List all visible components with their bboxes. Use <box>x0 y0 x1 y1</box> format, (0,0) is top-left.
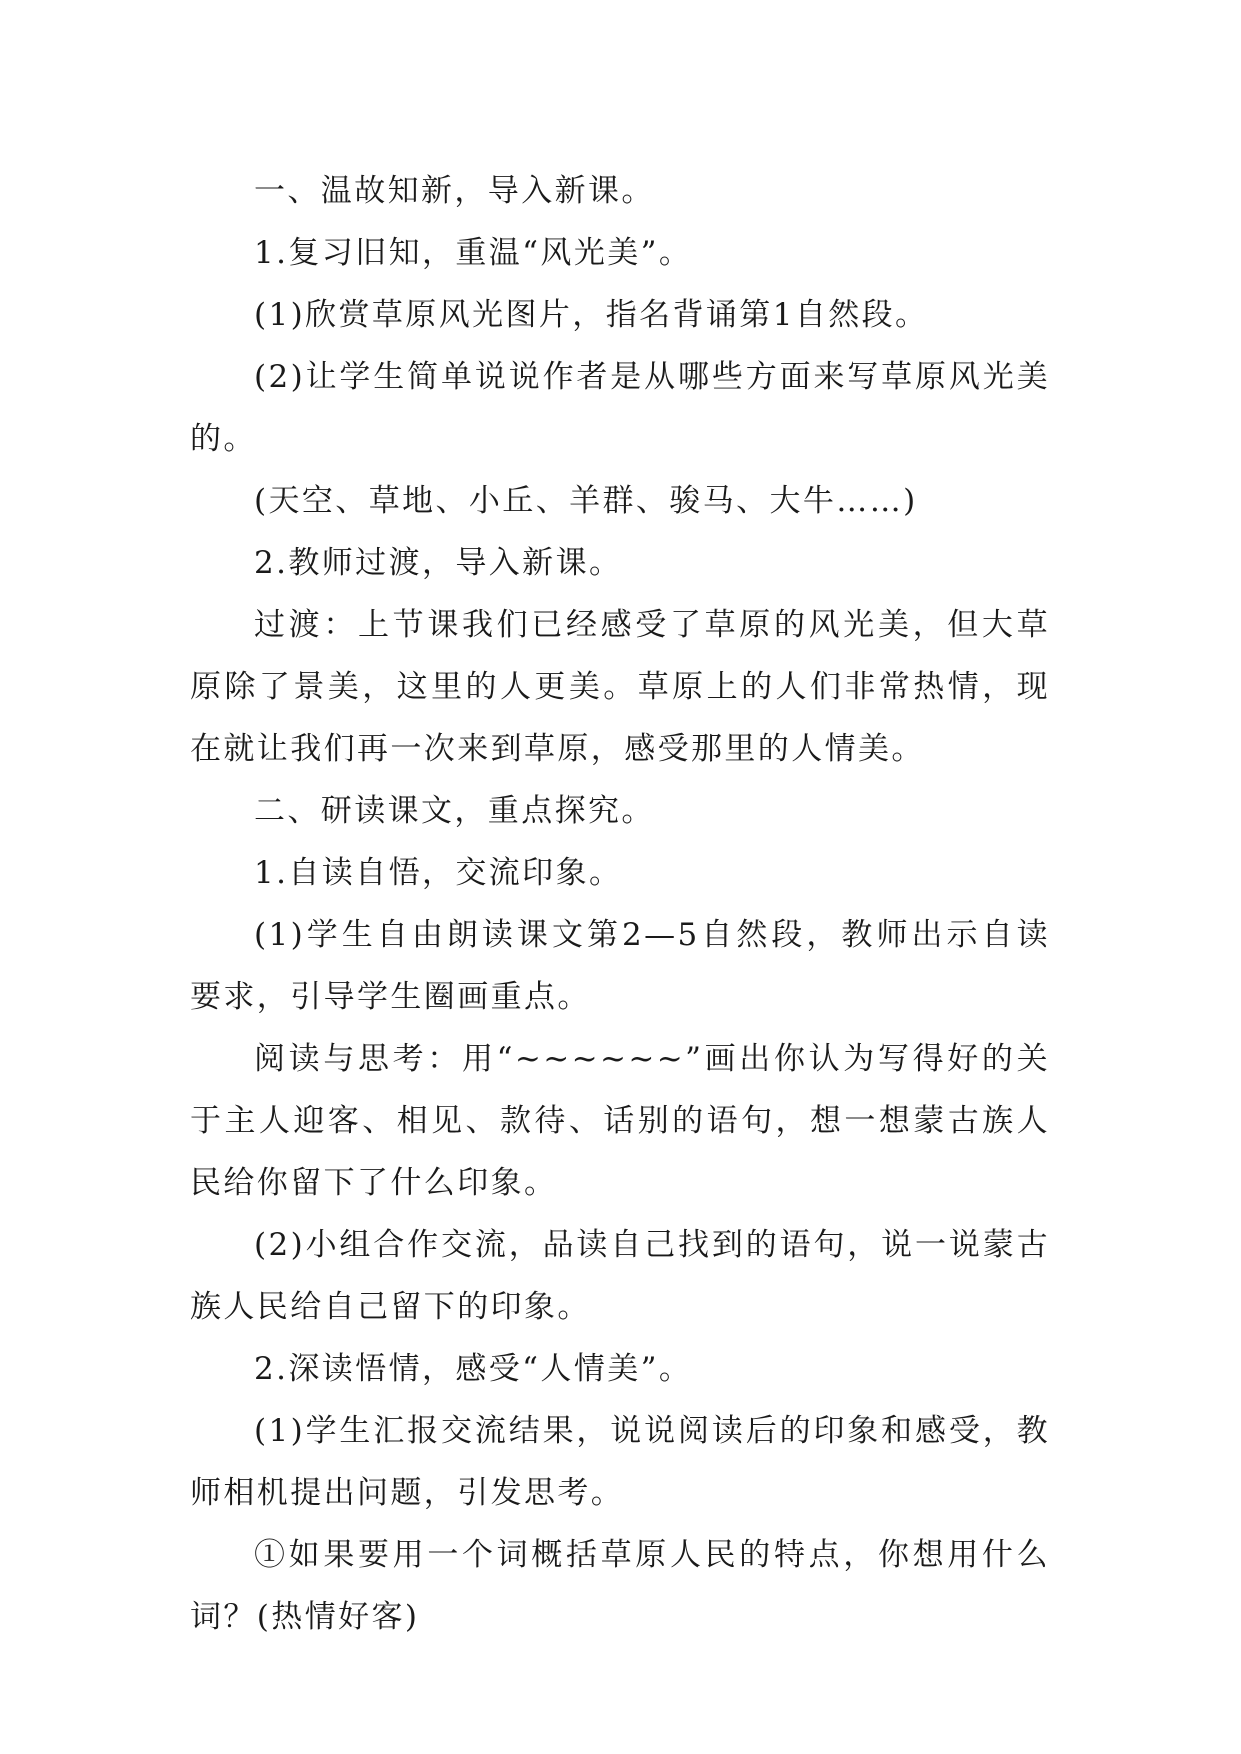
transition-text: 过渡：上节课我们已经感受了草原的风光美，但大草原除了景美，这里的人更美。草原上的人们非常热情，现在就让我们再一次来到草原，感受那里的人情美。 <box>190 607 1050 767</box>
aspects-list: (天空、草地、小丘、羊群、骏马、大牛……) <box>254 483 918 519</box>
substep-report-results: (1)学生汇报交流结果，说说阅读后的印象和感受，教师相机提出问题，引发思考。 <box>190 1413 1050 1511</box>
question-summary-word: ①如果要用一个词概括草原人民的特点，你想用什么词？(热情好客) <box>190 1537 1050 1635</box>
document-body <box>190 160 1050 1648</box>
substep-appreciate-pictures: (1)欣赏草原风光图片，指名背诵第1自然段。 <box>254 297 929 333</box>
step-teacher-transition: 2.教师过渡，导入新课。 <box>254 545 623 581</box>
section-heading-review: 一、温故知新，导入新课。 <box>254 173 655 209</box>
step-self-reading: 1.自读自悟，交流印象。 <box>254 855 623 891</box>
substep-free-reading: (1)学生自由朗读课文第2—5自然段，教师出示自读要求，引导学生圈画重点。 <box>190 917 1050 1015</box>
step-review-scenery: 1.复习旧知，重温“风光美”。 <box>254 235 693 271</box>
reading-task: 阅读与思考：用“~~~~~~”画出你认为写得好的关于主人迎客、相见、款待、话别的语句，想一想蒙古族人民给你留下了什么印象。 <box>190 1041 1050 1201</box>
section-heading-study: 二、研读课文，重点探究。 <box>254 793 655 829</box>
substep-discuss-aspects: (2)让学生简单说说作者是从哪些方面来写草原风光美的。 <box>190 359 1050 457</box>
substep-group-discussion: (2)小组合作交流，品读自己找到的语句，说一说蒙古族人民给自己留下的印象。 <box>190 1227 1050 1325</box>
step-deep-reading: 2.深读悟情，感受“人情美”。 <box>254 1351 693 1387</box>
